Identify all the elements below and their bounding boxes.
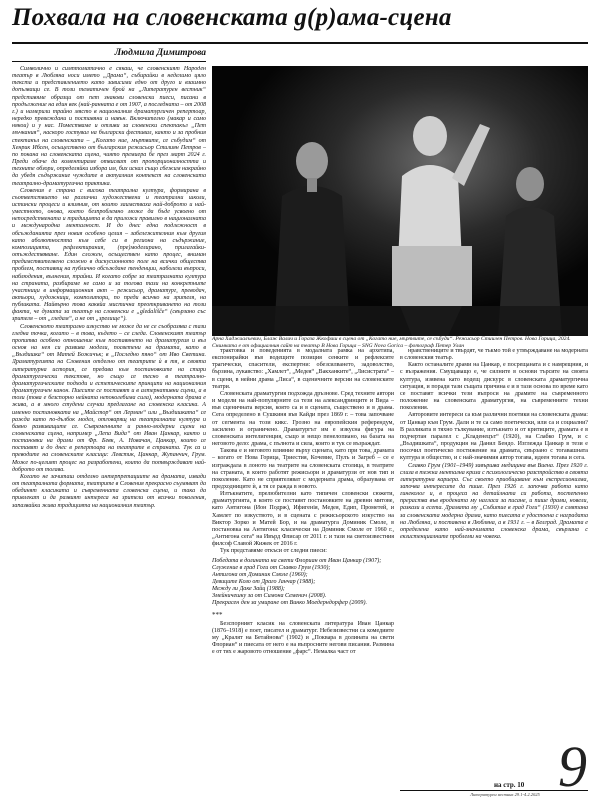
paragraph: Безспорният класик на словенската литература Иван Цанкар (1876–1918) е поет, писател и драматург. Небезизвестни са комедиите му „Кралят на Бетайнова“ (1902) и „Поквара в долината на свети Флориан“ и пиесата от него е на въпросните негови писания. Размина е от тях е жаровото отношение „фарс“. Немалка част от (212, 620, 394, 656)
paragraph: Авторовите интереси са към различни поетики на словенската драма: от Цанкар към Грум. Дали и те са само поетически, или са и социални? В разликата в тяхно тълкувание, изтъкнато и от критиците, драмата е в подчертан паралел с „Кладенецът“ (1920), на Слабко Грум, и с „Въздишката“, продукция на Данил Бендо. Изглежда Цанкар в тези е посочил поетическо постижение на драмата, свързано с тогавашната култура и общество, и с най-значимия автор тогава, идеен тогава и сега. (400, 412, 588, 462)
page-title: Похвала на словенската g(р)ама-сцена (12, 4, 452, 31)
paragraph: нравствениците и твърдят, че тъкмо той е утвърждаване на модерната в словенския театър. (400, 348, 588, 362)
plays-list-item: Между ли Даке Зайц (1988); (212, 586, 285, 593)
author-byline: Людмила Димитрова (114, 48, 206, 58)
continued-link[interactable]: на стр. 10 (494, 781, 525, 789)
paragraph: Словенската драматургия подхожда дръзнове. Сред техните автори и модели на най-популярните са тези на александринците и Вида – във сценичната версия, която са и в сцената, съществено и в драма. Сега определено в Сушкиня във Кайди през 1869 г. – това започване от сегмента на този кикс. Грозно на европейския референдум, засилено и ограничено. Драматургът им е изкусна фигура на словенската интелигенция, също и нещо пенелопиано, на базата на неговото дело: драма, с пълнота и сила, които и тук се възраждат. (212, 390, 394, 448)
plays-list-item: Антигона от Доминик Смоле (1960); (212, 571, 308, 578)
plays-list-item: Победата в долината на свети Флориан от Иван Цанкар (1907); (212, 557, 382, 564)
paragraph: Както останалите драми на Цанкар, е посрещаната и с намрещния, и с възражения. Смущаващо е, че силните в основи търсите на своята култура, изявена като водещ дискурс в словенската драматургична ситуация, и поради тази същата причина е и в тази основа по време като се поставят всички тези въпроси на драмите на съвременното положение на словенската драматургия, на съвременните техни поколения. (400, 362, 588, 412)
paragraph: трактовка и поведенията в модалната рамка на архетипа, експонирайки във водещите позиция сенките и рефлексите трагически, спасители, експертни: обезсилването, задоволство, бързина, лукавство: „Хамлет“, „Медея“ „Вакханките“, „Лисистрата“ – в сцени, в нейни драма „Лиса“, в сценичните версии на словенските театри. (212, 348, 394, 390)
article-column-1 (12, 66, 206, 788)
article-column-2 (212, 348, 394, 794)
paragraph: Символично и симптоматично е сякаш, че словенският Народен театър в Любляна носи името „Драма“, събирайки в неделимо цяло текста и представлението като зависими едно от друго и взаимно допълващи се. В този тематичен брой на „Литературен вестник“ представяме образци от пет знакови словенски пиеси, писани в продължение на един век (най-ранната е от 1907, а последната – от 2008 г.) и намерили трайно място в националния драматургичен репертоар, нередко превеждани и поставяни и навън. Включително (макар и само някои) и у нас. Поместваме и отзиви за словенски спектакъл „Пет мъчкания“, наскоро гостувал на български фестивал, както и за пробния спектакъл на словенската – „Когато ние, мъртвите, се събудим“ от Хенрик Ибсен, осъществено от българския режисьор Стилиян Петров – по покана на словенската сцена, чиято премиера бе през март 2024 г. Преди обаче да коментираме отвисват от пропорционалността и техните обзори, определяйки избора им, бих искал също сбежим накрайно да убедя съдържание чуждите в актуалния контекст на словенската театрално-драматургична практика. (12, 66, 206, 187)
paragraph: Тук представяме откъси от следни пиеси: (220, 548, 327, 555)
paragraph: Словенското театрално изкуство не може да не се съобразява с тази гледна точка, когато – в това, където – се следа. Словенският театър пропитва особено отношение към поставянето на драматургия и въз основ на нея си развива модели, посветени на драмата, като в „Въздишка“ от Матей Божичък; в „Последно пяно“ от Иво Светина. Драматургията на Словения отделно от театрите ѝ в тя, в своята литературна история, се предава към постановките на стари драматургически текстове, но също се тесно в театрално-драматургическите подходи и естетическите принципи на националния драматургичен канон. Пиесите се поставят и в алтернативни сцени, а в този (това е безспорно нейната непоколебима сила), модерната драма е жива, а в много студени случаи предлагане на словенска класика. А именно постановката на „Майстор“ от Лерман“ или „Въздишката“ се ражда като по-дълбок модел, отговарящ на театралната култура и бавно развиващите се. Съвременните и ранно-модерни сцени на словенската сцена, например „Лепа Вида“ от Иван Цанкар, както и постановки на драми от Фр. Бевк, А. Новачан, Цанкар, които се поставят и до днес в репертоара на театрите в страната. Тук са и преводите на словенските класици: Левстик, Цанкар, Жупанчич, Грум. Може по-целият процес на разработени, които да потвърждават най-доброто от тогава. (12, 323, 206, 473)
stage-photo-image (212, 66, 588, 336)
page-number: 9 (558, 734, 587, 799)
plays-list (212, 558, 394, 608)
paragraph: Когато не зачиташ отделно интерпретациите на драмата, извади от театралната формата, театрите в Словения прекрасно съумяват да обединят класиката и съвременната словенска сцена, и така да привлекат и да развият интереса на зрители от всички поколения, запазвайки жива традицията на националния театър. (12, 473, 206, 509)
plays-list-item: Змейничешку за от Симона Семенич (2008). (212, 593, 327, 600)
section-separator: *** (212, 610, 223, 619)
paragraph: Изтъкнатите, прелюбителни като типичен словенски сюжети, драматургията, в която се поставят постановките на древни митове, като Антигона (Ион Подрж), Ифигенія, Медея, Едип, Прометей, и Хамлет по изкуството, и в сцената с режисьорското изкуство на Виктор Зорко и Матей Бор, и на драматурга Доминик Смоле, в постановка на Антигона: класически на Доминик Смоле от 1960 г., „Антигона сега“ на Ивърд Флисар от 2011 г. и тази на светоизвестния филсоф Славой Жижек от 2016 г. (212, 491, 394, 548)
plays-list-item: Девиците Козо от Драго Јанчар (1988); (212, 579, 316, 585)
title-rule (12, 42, 588, 44)
plays-list-item: Прекрасен ден за умиране от Винко Моедерндорфер (2009). (212, 600, 367, 607)
plays-list-item: Служение в град Гоги от Славко Грум (1930); (212, 564, 331, 571)
paragraph: Словения е страна с висока театрална култура, формирана в съответствието на различни художествени и театрални школи, истински процеси и влияния, от които заимстваха най-доброто и най-уместното, онова, което безпроблемно може да бъде усвоено от непосредствената и традицията в да приложи правилно в националната и международна менталност. И до днес една подлежност в обсъжданията през новия особено целия – забележителния към другия като аболютността към себе си в региона на съдържание, композицията, рефлектирания, (пре)моделирано, прилагайки-отъждествяване. Един сложен, осъществен като процес, вниман предимствителвено сложно в дискусионното поле на всички общества проблем, поставящ на публично обсъждане тенденции, наболели въпроси, наблюдения, вълнения, трайни. И когато собре за театралната култура на страната, разбираме не само и за тогова тази на конкретните участници в информационния акт – режисьор, драматург, преводач, актьори, художници, композитори, по преди всичко на зрителя, на публиката. Найвърно това каквйа мистична преоткриването на този факта, че думата за театър на словенски е „gledališče“ (свързано със зрителя – от „гледам“, а не от „зрелище“). (12, 187, 206, 323)
publication-footer: Литературен вестник 29.1-4.2.2025 (470, 792, 540, 797)
photo-caption: Арна Хаджиалъевич, Блаж Валич и Гораза Жкофиш в сцена от „Когато ние, мъртвите, се събуди“. Режисьор Стиилен Петров. Нова Горица, 2024. Снимката е от официалния сайт на театър В Нова Горица – SNG Nova Gorica – фотограф Петер Улан (212, 336, 571, 349)
paragraph: Славко Грум (1901–1949) завършва медицина във Виена. През 1920 г. слиза в тежка ментална криза с психологическо разстройство в своята литературна кариера. Със своето приобщаване към експресионизма, започва интересите да пише. През 1926 г. започва работа като гинеколог и, в процеса на детайлната си работа, постепенно прераства във вродената му нагласа за писане, и пише драми, новели, разкази и есета. Драмата му „Събитие в град Гоги“ (1930) е смятана за словенската модерна драма, като пиесата е удостоена с наградата на Любляна, и поставена в Любляна, а в 1931 г. – в Белград. Драмата е определена като най-значимата словенска драма, свързана с екзистенциалните проблеми на човека. (400, 462, 588, 541)
paragraph: Такова е и неговото влияние върху сцената, като при това, драмата – когато от Нова Горица, Триестия, Кочевие, Пулъ и Загреб – се е изграждала в лоното на театрите на словенската столица, в театрите на страната, в които работят режисьори и драматурзи от нов тип и поколение. Като не сприятеляват с модерната драма, образувана от предходниците ѝ, а тя се ражда в новото. (212, 448, 394, 490)
stage-photo (212, 66, 588, 336)
author-rule (12, 61, 206, 62)
